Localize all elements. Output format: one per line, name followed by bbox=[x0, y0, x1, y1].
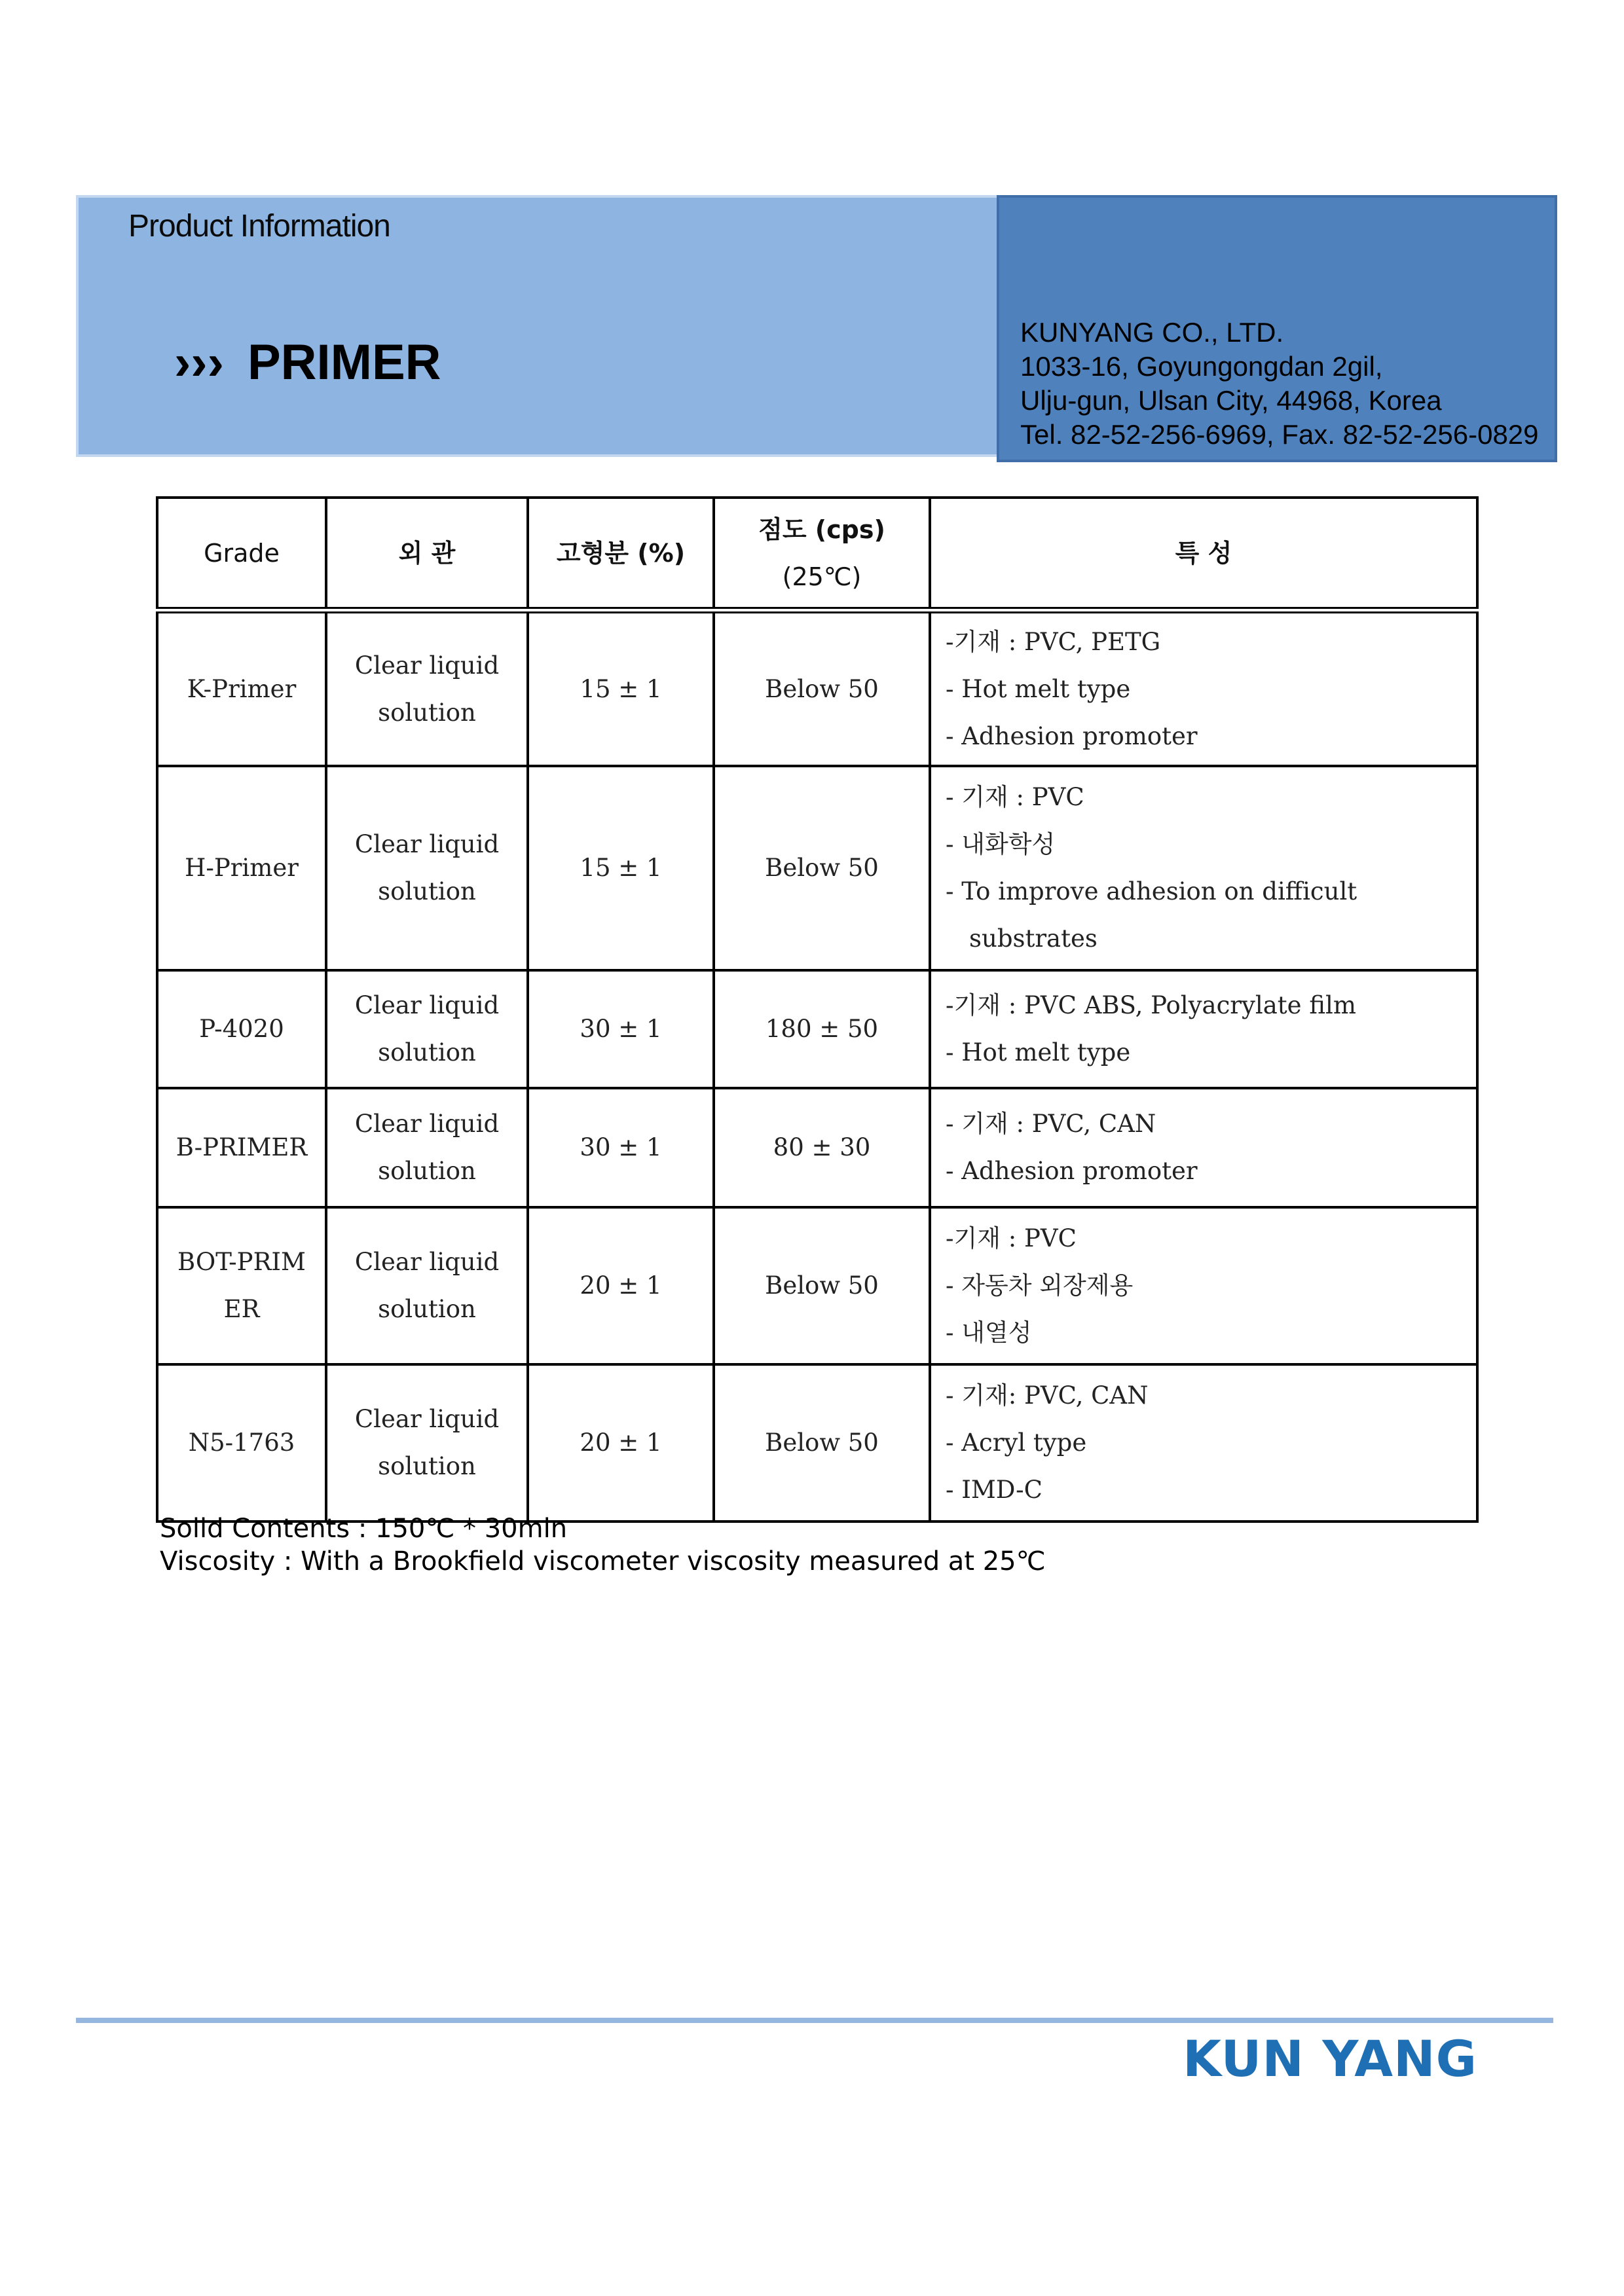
cell-grade: K-Primer bbox=[157, 610, 326, 766]
cell-appearance bbox=[326, 1207, 528, 1364]
feature-line: - 기재: PVC, CAN bbox=[946, 1381, 1149, 1410]
appearance-line: solution bbox=[378, 698, 476, 727]
company-address-line-1: 1033-16, Goyungongdan 2gil, bbox=[1020, 351, 1383, 382]
cell-viscosity: 80 ± 30 bbox=[714, 1088, 930, 1207]
product-spec-table bbox=[156, 496, 1479, 1523]
page-title bbox=[174, 334, 441, 391]
cell-solids: 30 ± 1 bbox=[528, 970, 714, 1088]
product-title-text: PRIMER bbox=[247, 335, 441, 390]
table-row bbox=[157, 610, 1477, 766]
feature-line: -기재 : PVC bbox=[946, 1224, 1077, 1252]
header-band bbox=[76, 195, 1553, 457]
brand-logo-text: KUN YANG bbox=[1183, 2030, 1477, 2088]
company-name: KUNYANG CO., LTD. bbox=[1020, 317, 1284, 348]
header-features: 특 성 bbox=[930, 498, 1477, 610]
feature-line: -기재 : PVC, PETG bbox=[946, 627, 1161, 656]
feature-line: - Hot melt type bbox=[946, 1038, 1131, 1066]
header-viscosity-line-2: (25℃) bbox=[782, 562, 862, 591]
feature-line: - Acryl type bbox=[946, 1429, 1087, 1457]
grade-line: BOT-PRIM bbox=[177, 1248, 306, 1276]
feature-line: - 자동차 외장제용 bbox=[946, 1271, 1134, 1300]
table-row bbox=[157, 766, 1477, 970]
appearance-line: Clear liquid bbox=[354, 1248, 500, 1276]
header-solids: 고형분 (%) bbox=[528, 498, 714, 610]
feature-line: -기재 : PVC ABS, Polyacrylate film bbox=[946, 991, 1356, 1019]
cell-appearance bbox=[326, 1088, 528, 1207]
appearance-line: solution bbox=[378, 1295, 476, 1323]
cell-features bbox=[930, 610, 1477, 766]
cell-features bbox=[930, 1088, 1477, 1207]
cell-solids: 20 ± 1 bbox=[528, 1364, 714, 1522]
header-appearance: 외 관 bbox=[326, 498, 528, 610]
company-address-line-2: Ulju-gun, Ulsan City, 44968, Korea bbox=[1020, 385, 1442, 416]
table-header-row bbox=[157, 498, 1477, 610]
note-solid-contents: Solid Contents : 150℃ * 30min bbox=[160, 1514, 568, 1544]
feature-line: - To improve adhesion on difficult bbox=[946, 877, 1357, 905]
company-contact: Tel. 82-52-256-6969, Fax. 82-52-256-0829 bbox=[1020, 419, 1539, 450]
cell-appearance bbox=[326, 970, 528, 1088]
cell-grade: P-4020 bbox=[157, 970, 326, 1088]
feature-line: - Adhesion promoter bbox=[946, 721, 1198, 750]
cell-features bbox=[930, 1207, 1477, 1364]
appearance-line: Clear liquid bbox=[354, 1110, 500, 1138]
appearance-line: solution bbox=[378, 1157, 476, 1185]
appearance-line: Clear liquid bbox=[354, 991, 500, 1019]
cell-viscosity: Below 50 bbox=[714, 610, 930, 766]
section-label: Product Information bbox=[128, 209, 390, 244]
feature-line: - 내화학성 bbox=[946, 830, 1056, 858]
header-viscosity bbox=[714, 498, 930, 610]
cell-grade: N5-1763 bbox=[157, 1364, 326, 1522]
header-viscosity-line-1: 점도 (cps) bbox=[758, 515, 885, 544]
appearance-line: Clear liquid bbox=[354, 1405, 500, 1433]
appearance-line: solution bbox=[378, 1038, 476, 1066]
cell-features bbox=[930, 766, 1477, 970]
note-viscosity: Viscosity : With a Brookfield viscometer viscosity measured at 25℃ bbox=[160, 1546, 1046, 1576]
feature-line: - 기재 : PVC, CAN bbox=[946, 1110, 1156, 1138]
cell-features bbox=[930, 970, 1477, 1088]
header-grade: Grade bbox=[157, 498, 326, 610]
cell-grade: B-PRIMER bbox=[157, 1088, 326, 1207]
cell-appearance bbox=[326, 766, 528, 970]
feature-line: - 기재 : PVC bbox=[946, 783, 1084, 811]
cell-features bbox=[930, 1364, 1477, 1522]
cell-viscosity: Below 50 bbox=[714, 1364, 930, 1522]
appearance-line: solution bbox=[378, 1452, 476, 1480]
table-row bbox=[157, 1364, 1477, 1522]
cell-grade: H-Primer bbox=[157, 766, 326, 970]
cell-appearance bbox=[326, 610, 528, 766]
grade-line: ER bbox=[223, 1295, 260, 1323]
company-info bbox=[1020, 316, 1539, 452]
feature-line: - 내열성 bbox=[946, 1319, 1032, 1347]
appearance-line: solution bbox=[378, 877, 476, 905]
feature-line: - Hot melt type bbox=[946, 674, 1131, 703]
table-row bbox=[157, 970, 1477, 1088]
appearance-line: Clear liquid bbox=[354, 830, 500, 858]
appearance-line: Clear liquid bbox=[354, 651, 500, 680]
table-row bbox=[157, 1207, 1477, 1364]
cell-grade bbox=[157, 1207, 326, 1364]
table-row bbox=[157, 1088, 1477, 1207]
cell-appearance bbox=[326, 1364, 528, 1522]
feature-line: - IMD-C bbox=[946, 1476, 1043, 1504]
feature-line: substrates bbox=[969, 924, 1098, 953]
footer-divider bbox=[76, 2018, 1553, 2023]
feature-line: - Adhesion promoter bbox=[946, 1157, 1198, 1185]
cell-viscosity: Below 50 bbox=[714, 1207, 930, 1364]
cell-viscosity: 180 ± 50 bbox=[714, 970, 930, 1088]
table-notes bbox=[160, 1512, 1046, 1578]
company-panel bbox=[997, 195, 1557, 462]
cell-solids: 15 ± 1 bbox=[528, 766, 714, 970]
chevrons-icon: ››› bbox=[174, 335, 224, 390]
cell-viscosity: Below 50 bbox=[714, 766, 930, 970]
cell-solids: 15 ± 1 bbox=[528, 610, 714, 766]
cell-solids: 20 ± 1 bbox=[528, 1207, 714, 1364]
cell-solids: 30 ± 1 bbox=[528, 1088, 714, 1207]
